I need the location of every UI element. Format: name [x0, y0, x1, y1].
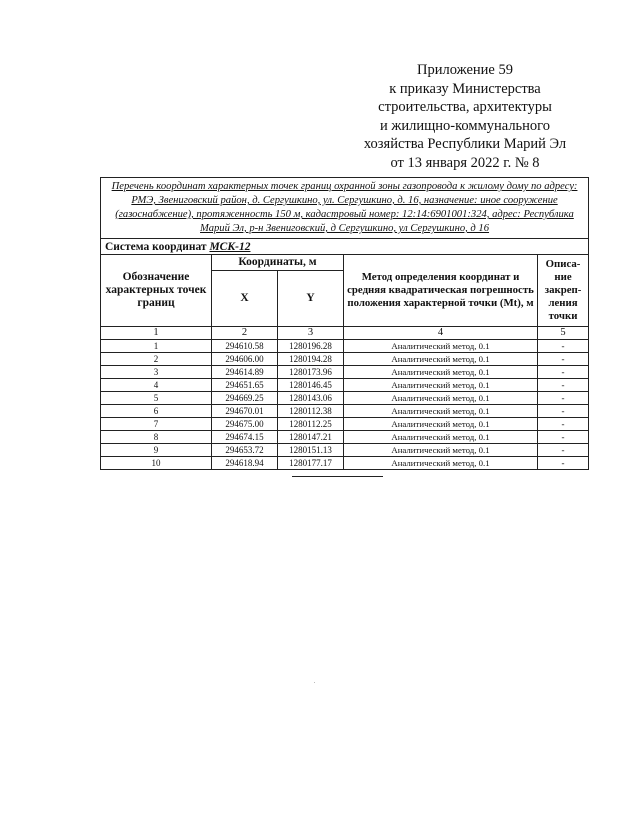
- description-cell: -: [538, 457, 589, 470]
- x-coordinate: 294606.00: [212, 353, 278, 366]
- y-coordinate: 1280147.21: [278, 431, 344, 444]
- table-row: [101, 405, 589, 418]
- point-number: 7: [101, 418, 212, 431]
- description-cell: -: [538, 379, 589, 392]
- x-coordinate: 294618.94: [212, 457, 278, 470]
- column-number: 3: [278, 327, 344, 340]
- y-coordinate: 1280177.17: [278, 457, 344, 470]
- point-number: 4: [101, 379, 212, 392]
- column-number: 2: [212, 327, 278, 340]
- method-cell: Аналитический метод, 0.1: [344, 392, 538, 405]
- coordinates-table: [100, 177, 589, 470]
- method-cell: Аналитический метод, 0.1: [344, 418, 538, 431]
- x-coordinate: 294651.65: [212, 379, 278, 392]
- appendix-line-1: Приложение 59: [417, 62, 513, 78]
- description-cell: -: [538, 405, 589, 418]
- appendix-line-5: хозяйства Республики Марий Эл: [363, 136, 567, 153]
- y-coordinate: 1280196.28: [278, 340, 344, 353]
- point-number: 8: [101, 431, 212, 444]
- column-number: 4: [344, 327, 538, 340]
- x-coordinate: 294674.15: [212, 431, 278, 444]
- x-coordinate: 294653.72: [212, 444, 278, 457]
- description-cell: -: [538, 340, 589, 353]
- point-number: 6: [101, 405, 212, 418]
- header-row-1: [101, 255, 589, 271]
- table-row: [101, 418, 589, 431]
- point-number: 9: [101, 444, 212, 457]
- description-cell: -: [538, 366, 589, 379]
- header-x: X: [212, 271, 278, 327]
- method-cell: Аналитический метод, 0.1: [344, 353, 538, 366]
- description-cell: -: [538, 444, 589, 457]
- y-coordinate: 1280194.28: [278, 353, 344, 366]
- table-row: [101, 431, 589, 444]
- scan-speck: [314, 682, 315, 683]
- table-title: Перечень координат характерных точек границ охранной зоны газопровода к жилому дому по адресу: РМЭ, Звениговский район, д. Сергушкино, ул. Сергушкино, д. 16, назначение: иное сооружение (газоснабжение), протяженность 150 м, кадастровый номер: 12:14:6901001:324, адрес: Республика Марий Эл, р-н Звениговский, д Сергушкино, ул Сергушкино, д 16: [101, 178, 589, 239]
- x-coordinate: 294669.25: [212, 392, 278, 405]
- header-description: Описа-ние закреп-ления точки: [538, 255, 589, 327]
- method-cell: Аналитический метод, 0.1: [344, 405, 538, 418]
- description-cell: -: [538, 418, 589, 431]
- coordinate-system-row: [101, 239, 589, 255]
- table-row: [101, 353, 589, 366]
- table-row: [101, 392, 589, 405]
- header-coords: Координаты, м: [212, 255, 344, 271]
- appendix-line-6: от 13 января 2022 г. № 8: [390, 154, 540, 171]
- coordinate-system-label: Система координат: [105, 240, 207, 253]
- column-numbers-row: [101, 327, 589, 340]
- table-row: [101, 340, 589, 353]
- description-cell: -: [538, 353, 589, 366]
- method-cell: Аналитический метод, 0.1: [344, 379, 538, 392]
- header-method: Метод определения координат и средняя квадратическая погрешность положения характерной точки (Mt), м: [344, 255, 538, 327]
- y-coordinate: 1280146.45: [278, 379, 344, 392]
- x-coordinate: 294614.89: [212, 366, 278, 379]
- header-y: Y: [278, 271, 344, 327]
- method-cell: Аналитический метод, 0.1: [344, 431, 538, 444]
- x-coordinate: 294675.00: [212, 418, 278, 431]
- appendix-header: [345, 61, 585, 173]
- y-coordinate: 1280112.25: [278, 418, 344, 431]
- y-coordinate: 1280151.13: [278, 444, 344, 457]
- table-row: [101, 457, 589, 470]
- coordinate-system: [101, 239, 589, 255]
- y-coordinate: 1280112.38: [278, 405, 344, 418]
- method-cell: Аналитический метод, 0.1: [344, 366, 538, 379]
- appendix-line-4: и жилищно-коммунального: [379, 117, 551, 134]
- point-number: 10: [101, 457, 212, 470]
- appendix-line-3: строительства, архитектуры: [378, 99, 552, 116]
- table-row: [101, 366, 589, 379]
- method-cell: Аналитический метод, 0.1: [344, 457, 538, 470]
- closing-rule-divider: [292, 476, 383, 477]
- method-cell: Аналитический метод, 0.1: [344, 340, 538, 353]
- table-row: [101, 444, 589, 457]
- point-number: 2: [101, 353, 212, 366]
- appendix-line-2: к приказу Министерства: [389, 80, 541, 97]
- description-cell: -: [538, 392, 589, 405]
- y-coordinate: 1280173.96: [278, 366, 344, 379]
- table-row: [101, 379, 589, 392]
- column-number: 5: [538, 327, 589, 340]
- point-number: 1: [101, 340, 212, 353]
- description-cell: -: [538, 431, 589, 444]
- header-point: Обозначение характерных точек границ: [101, 255, 212, 327]
- x-coordinate: 294610.58: [212, 340, 278, 353]
- coordinate-system-value: МСК-12: [209, 240, 251, 253]
- method-cell: Аналитический метод, 0.1: [344, 444, 538, 457]
- x-coordinate: 294670.01: [212, 405, 278, 418]
- point-number: 5: [101, 392, 212, 405]
- point-number: 3: [101, 366, 212, 379]
- y-coordinate: 1280143.06: [278, 392, 344, 405]
- table-title-row: [101, 178, 589, 239]
- column-number: 1: [101, 327, 212, 340]
